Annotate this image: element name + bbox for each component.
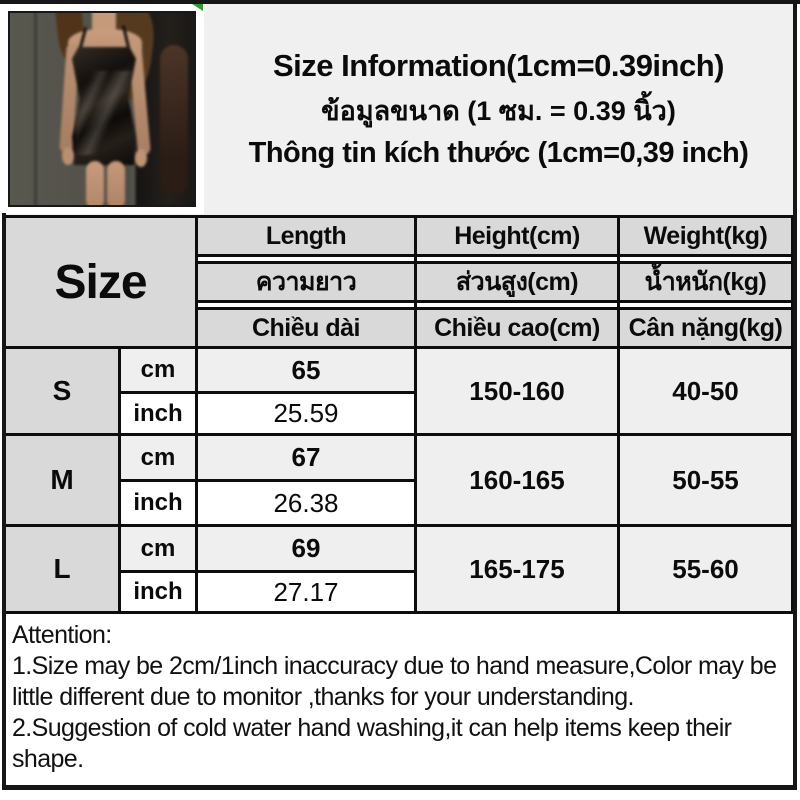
photo-wall-line — [34, 11, 37, 207]
col-length-vi: Chiều dài — [198, 310, 414, 346]
attention-title: Attention: — [12, 621, 112, 649]
col-length-en: Length — [198, 218, 414, 254]
row-m-unit-cm: cm — [121, 436, 195, 479]
col-weight-th: น้ำหนัก(kg) — [620, 264, 791, 300]
header-gap — [417, 303, 617, 307]
col-weight-vi: Cân nặng(kg) — [620, 310, 791, 346]
model-right-leg — [107, 161, 125, 207]
header-gap — [198, 257, 414, 261]
frame-right-border — [793, 0, 797, 789]
row-m-length-cm: 67 — [198, 436, 414, 479]
header-gap — [620, 303, 791, 307]
col-weight-en: Weight(kg) — [620, 218, 791, 254]
attention-line: 1.Size may be 2cm/1inch inaccuracy due to hand measure,Color may be — [12, 652, 777, 680]
product-photo-frame — [0, 4, 204, 214]
size-header-cell: Size — [6, 218, 195, 346]
attention-line: 2.Suggestion of cold water hand washing,it can help items keep their — [12, 714, 732, 742]
row-s-length-cm: 65 — [198, 349, 414, 391]
header-gap — [198, 303, 414, 307]
row-l-unit-cm: cm — [121, 527, 195, 570]
row-l-label: L — [6, 527, 118, 611]
frame-left-border — [2, 213, 6, 789]
frame-top-border — [0, 0, 800, 4]
row-s-weight: 40-50 — [620, 349, 791, 433]
title-vietnamese: Thông tin kích thước (1cm=0,39 inch) — [248, 136, 749, 169]
attention-line: shape. — [12, 745, 84, 773]
row-l-length-cm: 69 — [198, 527, 414, 570]
photo-art — [8, 11, 196, 207]
dress-sheen — [76, 71, 132, 155]
title-thai: ข้อมูลขนาด (1 ซม. = 0.39 นิ้ว) — [321, 95, 676, 126]
row-s-unit-cm: cm — [121, 349, 195, 391]
size-table — [3, 215, 794, 614]
col-height-vi: Chiều cao(cm) — [417, 310, 617, 346]
row-l-length-inch: 27.17 — [198, 573, 414, 611]
model-left-hand — [62, 147, 74, 165]
row-m-height: 160-165 — [417, 436, 617, 524]
attention-section — [6, 614, 793, 785]
attention-line: little different due to monitor ,thanks for your understanding. — [12, 683, 634, 711]
col-length-th: ความยาว — [198, 264, 414, 300]
row-l-weight: 55-60 — [620, 527, 791, 611]
title-english: Size Information(1cm=0.39inch) — [273, 47, 724, 83]
col-height-th: ส่วนสูง(cm) — [417, 264, 617, 300]
col-height-en: Height(cm) — [417, 218, 617, 254]
row-l-unit-inch: inch — [121, 573, 195, 611]
row-m-label: M — [6, 436, 118, 524]
row-m-length-inch: 26.38 — [198, 482, 414, 524]
model-right-hand — [135, 149, 147, 167]
row-s-label: S — [6, 349, 118, 433]
row-m-unit-inch: inch — [121, 482, 195, 524]
row-s-height: 150-160 — [417, 349, 617, 433]
header-gap — [620, 257, 791, 261]
row-s-length-inch: 25.59 — [198, 394, 414, 433]
header-gap — [417, 257, 617, 261]
photo-reflection — [160, 45, 188, 195]
product-photo — [8, 11, 196, 207]
title-block — [204, 4, 793, 213]
row-m-weight: 50-55 — [620, 436, 791, 524]
row-s-unit-inch: inch — [121, 394, 195, 433]
model-left-leg — [86, 161, 104, 207]
row-l-height: 165-175 — [417, 527, 617, 611]
frame-bottom-border — [2, 785, 797, 790]
